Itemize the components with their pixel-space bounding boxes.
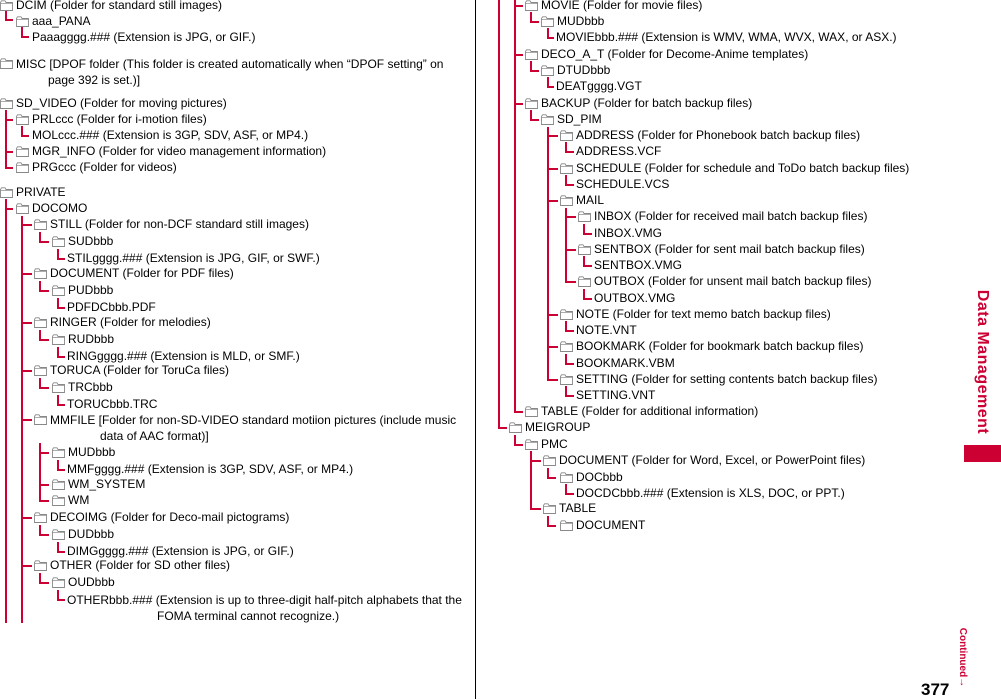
tree-line: [565, 151, 574, 153]
tree-line: [21, 36, 29, 38]
file-stilgggg: [67, 251, 320, 266]
file-label: DEATgggg.VGT: [556, 79, 642, 93]
tree-line: [565, 363, 574, 365]
folder-label: OUTBOX (Folder for unsent mail batch backup files): [594, 274, 872, 288]
tree-line: [39, 241, 49, 243]
folder-icon: [560, 520, 573, 531]
tree-line: [565, 184, 574, 186]
folder-icon: [541, 114, 554, 125]
folder-prgccc: [16, 160, 177, 175]
folder-icon: [16, 162, 29, 173]
tree-line: [547, 477, 556, 479]
folder-label: MEIGROUP: [525, 420, 591, 434]
tree-line: [5, 208, 13, 210]
file-label: SCHEDULE.VCS: [576, 177, 670, 191]
tree-line: [21, 517, 32, 519]
folder-icon: [34, 560, 47, 571]
folder-trcbbb: [52, 380, 113, 395]
folder-mudbbb-movie: [541, 14, 604, 29]
tree-line: [5, 119, 13, 121]
folder-label: MOVIE (Folder for movie files): [541, 0, 703, 12]
folder-sudbbb: [52, 234, 113, 249]
file-label: DOCDCbbb.### (Extension is XLS, DOC, or PPT.): [576, 486, 845, 500]
folder-wm: [52, 493, 89, 508]
file-sentbox-vmg: [594, 258, 682, 273]
folder-icon: [560, 130, 573, 141]
tree-line: [514, 103, 523, 105]
folder-table-document: [560, 518, 645, 533]
tree-line: [530, 70, 539, 72]
folder-label: INBOX (Folder for received mail batch backup files): [594, 209, 868, 223]
tree-line: [57, 307, 65, 309]
tree-line: [547, 525, 556, 527]
folder-icon: [52, 334, 65, 345]
file-label: Paaagggg.### (Extension is JPG, or GIF.): [32, 30, 256, 44]
folder-label: TABLE (Folder for additional information): [541, 404, 759, 418]
folder-mudbbb: [52, 445, 115, 460]
folder-prlccc: [16, 112, 207, 127]
folder-label: MISC [DPOF folder (This folder is created automatically when “DPOF setting” on page 392 is set.)]: [16, 57, 444, 87]
folder-outbox: [578, 274, 871, 289]
folder-oudbbb: [52, 575, 115, 590]
folder-label: PRLccc (Folder for i-motion files): [32, 112, 207, 126]
folder-icon: [525, 0, 538, 11]
folder-label: RINGER (Folder for melodies): [50, 315, 211, 329]
folder-label: MGR_INFO (Folder for video management information): [32, 144, 327, 158]
tree-line: [57, 258, 65, 260]
tree-line: [21, 224, 32, 226]
file-label: RINGgggg.### (Extension is MLD, or SMF.): [67, 349, 300, 363]
folder-icon: [16, 114, 29, 125]
file-paaagggg: [32, 30, 255, 45]
folder-icon: [0, 58, 13, 69]
tree-line: [39, 484, 49, 486]
folder-icon: [34, 317, 47, 328]
folder-label: PRIVATE: [16, 185, 66, 199]
folder-icon: [541, 16, 554, 27]
folder-icon: [509, 422, 522, 433]
tree-line: [21, 135, 29, 137]
folder-label: DECOIMG (Folder for Deco-mail pictograms): [50, 510, 290, 524]
tree-line: [514, 444, 523, 446]
folder-mgr-info: [16, 144, 326, 159]
file-label: NOTE.VNT: [576, 323, 637, 337]
folder-icon: [34, 414, 47, 425]
folder-label: TORUCA (Folder for ToruCa files): [50, 363, 229, 377]
file-moviebbb: [556, 30, 897, 45]
file-setting-vnt: [576, 388, 655, 403]
folder-icon: [34, 365, 47, 376]
file-label: SETTING.VNT: [576, 388, 656, 402]
folder-label: SETTING (Folder for setting contents batch backup files): [576, 372, 878, 386]
folder-icon: [541, 65, 554, 76]
folder-mail: [560, 193, 604, 208]
tree-line: [547, 200, 558, 202]
folder-label: TRCbbb: [68, 380, 113, 394]
tree-line: [565, 395, 574, 397]
file-label: OUTBOX.VMG: [594, 291, 676, 305]
folder-bookmark: [560, 339, 863, 354]
folder-label: SD_VIDEO (Folder for moving pictures): [16, 96, 227, 110]
folder-dudbbb: [52, 527, 114, 542]
tree-line: [5, 167, 13, 169]
folder-label: DTUDbbb: [557, 63, 611, 77]
tree-line: [57, 551, 65, 553]
folder-docbbb: [560, 470, 623, 485]
folder-backup: [525, 96, 752, 111]
folder-icon: [16, 146, 29, 157]
folder-label: OUDbbb: [68, 575, 115, 589]
folder-icon: [578, 244, 591, 255]
file-deatgggg: [556, 79, 642, 94]
folder-rudbbb: [52, 332, 114, 347]
folder-icon: [543, 503, 556, 514]
folder-label: STILL (Folder for non-DCF standard still images): [50, 217, 309, 231]
folder-label: SENTBOX (Folder for sent mail batch backup files): [594, 242, 865, 256]
folder-aaa-pana: [16, 14, 90, 29]
folder-icon: [16, 203, 29, 214]
file-label: SENTBOX.VMG: [594, 258, 683, 272]
tree-line: [583, 298, 592, 300]
folder-label: BOOKMARK (Folder for bookmark batch backup files): [576, 339, 864, 353]
file-label: DIMGgggg.### (Extension is JPG, or GIF.): [67, 544, 294, 558]
folder-address: [560, 128, 860, 143]
folder-icon: [52, 577, 65, 588]
folder-icon: [52, 285, 65, 296]
folder-icon: [560, 472, 573, 483]
folder-schedule: [560, 161, 909, 176]
file-label: PDFDCbbb.PDF: [67, 300, 156, 314]
folder-other: [34, 558, 230, 573]
folder-label: WM: [68, 493, 90, 507]
tree-line: [57, 356, 65, 358]
folder-label: ADDRESS (Folder for Phonebook batch backup files): [576, 128, 861, 142]
file-label: MOLccc.### (Extension is 3GP, SDV, ASF, or MP4.): [32, 128, 309, 142]
folder-mmfile: [34, 412, 464, 444]
file-label: INBOX.VMG: [594, 226, 663, 240]
file-ringgggg: [67, 349, 300, 364]
tree-line: [547, 314, 558, 316]
file-mmfgggg: [67, 462, 353, 477]
tree-line: [547, 127, 549, 380]
file-label: MOVIEbbb.### (Extension is WMV, WMA, WVX, WAX, or ASX.): [556, 30, 897, 44]
folder-label: WM_SYSTEM: [68, 477, 146, 491]
folder-icon: [525, 439, 538, 450]
folder-pmc-document: [543, 453, 865, 468]
folder-label: DUDbbb: [68, 527, 115, 541]
folder-icon: [525, 98, 538, 109]
tree-line: [547, 168, 558, 170]
tree-line: [498, 427, 507, 429]
tree-line: [514, 411, 523, 413]
folder-note: [560, 307, 831, 322]
tree-line: [514, 54, 523, 56]
folder-label: RUDbbb: [68, 332, 115, 346]
tree-line: [39, 339, 49, 341]
tree-line: [565, 249, 576, 251]
folder-label: DCIM (Folder for standard still images): [16, 0, 223, 12]
folder-icon: [560, 195, 573, 206]
folder-label: TABLE: [559, 501, 597, 515]
tree-line: [5, 199, 7, 623]
folder-icon: [543, 455, 556, 466]
folder-label: MUDbbb: [68, 445, 116, 459]
folder-icon: [560, 374, 573, 385]
file-torucbbb: [67, 397, 157, 412]
folder-dcim: [0, 0, 222, 13]
folder-label: SD_PIM: [557, 112, 602, 126]
folder-icon: [52, 529, 65, 540]
folder-meigroup: [509, 420, 590, 435]
folder-icon: [560, 163, 573, 174]
tree-line: [514, 5, 523, 7]
file-label: STILgggg.### (Extension is JPG, GIF, or SWF.): [67, 251, 320, 265]
side-tab-marker: [964, 445, 1001, 462]
continued-text: Continued→: [957, 627, 969, 687]
folder-icon: [525, 49, 538, 60]
file-otherbbb: [67, 592, 467, 624]
file-note-vnt: [576, 323, 637, 338]
page-number: 377: [921, 680, 950, 699]
folder-label: BACKUP (Folder for batch backup files): [541, 96, 753, 110]
tree-line: [39, 534, 49, 536]
tree-line: [21, 370, 32, 372]
file-dimgggg: [67, 544, 294, 559]
folder-icon: [0, 0, 13, 11]
folder-pmc-table: [543, 501, 596, 516]
folder-label: SUDbbb: [68, 234, 114, 248]
tree-line: [57, 469, 65, 471]
tree-line: [39, 582, 49, 584]
folder-icon: [52, 236, 65, 247]
side-title: [962, 282, 1001, 442]
tree-line: [39, 290, 49, 292]
tree-line: [57, 404, 65, 406]
file-outbox-vmg: [594, 291, 675, 306]
folder-document: [34, 266, 234, 281]
tree-line: [565, 330, 574, 332]
folder-label: DOCUMENT (Folder for PDF files): [50, 266, 234, 280]
file-label: ADDRESS.VCF: [576, 144, 662, 158]
folder-pudbbb: [52, 283, 113, 298]
folder-docomo: [16, 201, 87, 216]
folder-misc: [0, 56, 460, 88]
folder-icon: [578, 276, 591, 287]
folder-icon: [578, 211, 591, 222]
folder-label: aaa_PANA: [32, 14, 91, 28]
tree-line: [39, 387, 49, 389]
folder-icon: [0, 98, 13, 109]
folder-label: OTHER (Folder for SD other files): [50, 558, 231, 572]
file-label: MMFgggg.### (Extension is 3GP, SDV, ASF, or MP4.): [67, 462, 354, 476]
tree-line: [5, 151, 13, 153]
folder-table: [525, 404, 758, 419]
folder-decoimg: [34, 510, 289, 525]
tree-line: [5, 19, 13, 21]
folder-sd-video: [0, 96, 227, 111]
folder-label: DOCOMO: [32, 201, 88, 215]
tree-line: [530, 119, 539, 121]
folder-icon: [525, 406, 538, 417]
file-inbox-vmg: [594, 226, 662, 241]
folder-sd-pim: [541, 112, 602, 127]
file-label: BOOKMARK.VBM: [576, 356, 675, 370]
folder-movie: [525, 0, 702, 13]
folder-label: DECO_A_T (Folder for Decome-Anime templates): [541, 47, 809, 61]
folder-icon: [560, 309, 573, 320]
file-molccc: [32, 128, 308, 143]
folder-dtudbbb: [541, 63, 610, 78]
folder-label: MMFILE [Folder for non-SD-VIDEO standard motiion pictures (include music data of AAC format)]: [50, 413, 457, 443]
folder-label: PUDbbb: [68, 283, 114, 297]
folder-label: MAIL: [576, 193, 605, 207]
tree-line: [21, 419, 32, 421]
folder-deco-a-t: [525, 47, 808, 62]
folder-icon: [34, 512, 47, 523]
tree-line: [547, 135, 558, 137]
folder-icon: [16, 16, 29, 27]
tree-line: [21, 322, 32, 324]
file-docdcbbb: [576, 486, 845, 501]
folder-icon: [52, 479, 65, 490]
folder-icon: [34, 268, 47, 279]
folder-toruca: [34, 363, 229, 378]
tree-line: [39, 452, 49, 454]
folder-label: DOCUMENT (Folder for Word, Excel, or PowerPoint files): [559, 453, 866, 467]
folder-icon: [0, 187, 13, 198]
continued-label: [948, 627, 978, 687]
tree-line: [583, 265, 592, 267]
folder-icon: [52, 495, 65, 506]
tree-line: [583, 233, 592, 235]
file-address-vcf: [576, 144, 661, 159]
tree-line: [547, 86, 554, 88]
folder-ringer: [34, 315, 211, 330]
file-label: OTHERbbb.### (Extension is up to three-digit half-pitch alphabets that the FOMA terminal cannot recognize.): [67, 593, 462, 623]
column-divider: [475, 0, 476, 699]
folder-label: PRGccc (Folder for videos): [32, 160, 177, 174]
folder-inbox: [578, 209, 867, 224]
folder-wm-system: [52, 477, 145, 492]
tree-line: [565, 216, 576, 218]
tree-line: [565, 493, 574, 495]
folder-setting: [560, 372, 877, 387]
tree-line: [530, 460, 541, 462]
folder-label: MUDbbb: [557, 14, 605, 28]
file-bookmark-vbm: [576, 356, 675, 371]
folder-label: NOTE (Folder for text memo batch backup files): [576, 307, 831, 321]
tree-line: [565, 208, 567, 282]
folder-still: [34, 217, 309, 232]
file-schedule-vcs: [576, 177, 669, 192]
tree-line: [498, 0, 500, 428]
folder-label: SCHEDULE (Folder for schedule and ToDo batch backup files): [576, 161, 910, 175]
tree-line: [530, 21, 539, 23]
tree-line: [57, 599, 65, 601]
folder-icon: [34, 219, 47, 230]
file-pdfdcbbb: [67, 300, 156, 315]
folder-icon: [560, 341, 573, 352]
tree-line: [547, 37, 554, 39]
folder-icon: [52, 447, 65, 458]
folder-pmc: [525, 437, 568, 452]
side-title-text: Data Management: [974, 289, 992, 435]
tree-line: [565, 281, 576, 283]
tree-line: [547, 346, 558, 348]
folder-icon: [52, 382, 65, 393]
tree-line: [530, 508, 541, 510]
folder-label: DOCUMENT: [576, 518, 646, 532]
folder-label: PMC: [541, 437, 568, 451]
folder-sentbox: [578, 242, 865, 257]
tree-line: [514, 0, 516, 412]
folder-private: [0, 185, 66, 200]
folder-label: DOCbbb: [576, 470, 623, 484]
tree-line: [39, 500, 49, 502]
file-label: TORUCbbb.TRC: [67, 397, 158, 411]
tree-line: [547, 379, 558, 381]
tree-line: [21, 273, 32, 275]
tree-line: [21, 565, 32, 567]
